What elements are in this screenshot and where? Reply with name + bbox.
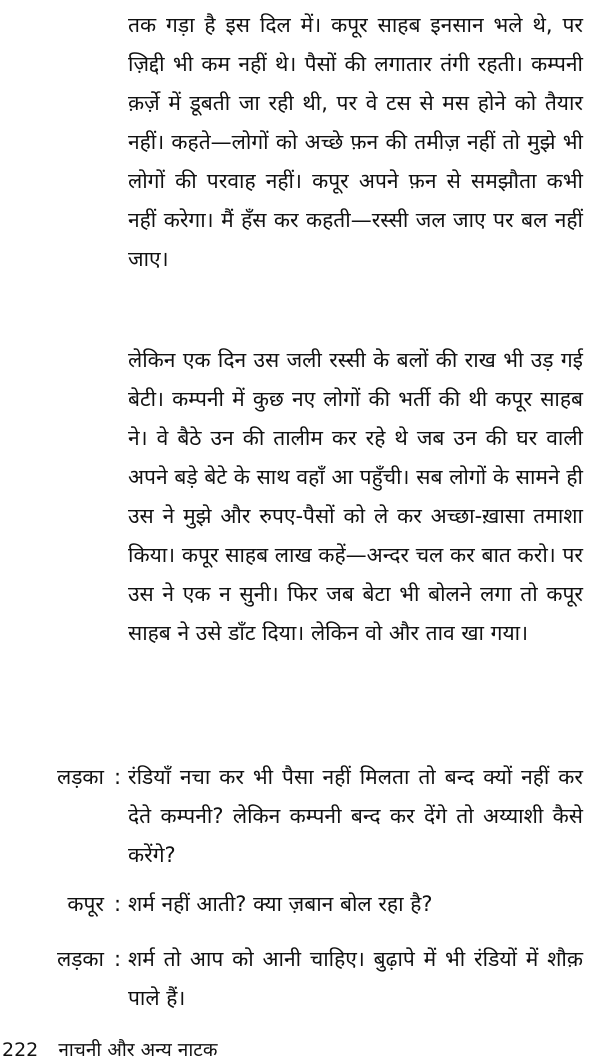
speaker-colon: : <box>114 892 122 916</box>
speaker-colon: : <box>114 765 122 789</box>
dialogue-text: रंडियाँ नचा कर भी पैसा नहीं मिलता तो बन्द क्यों नहीं कर देते कम्पनी? लेकिन कम्पनी बन्द कर देंगे तो अय्याशी कैसे करेंगे? <box>128 765 583 867</box>
page-footer <box>2 1038 217 1062</box>
dialogue-text: शर्म तो आप को आनी चाहिए। बुढ़ापे में भी रंडियों में शौक़ पाले हैं। <box>128 947 583 1010</box>
speaker-colon: : <box>114 947 122 971</box>
paragraph: तक गड़ा है इस दिल में। कपूर साहब इनसान भले थे, पर ज़िद्दी भी कम नहीं थे। पैसों की लगातार तंगी रहती। कम्पनी क़र्ज़े में डूबती जा रही थी, पर वे टस से मस होने को तैयार नहीं। कहते—लोगों को अच्छे फ़न की तमीज़ नहीं तो मुझे भी लोगों की परवाह नहीं। कपूर अपने फ़न से समझौता कभी नहीं करेगा। मैं हँस कर कहती—रस्सी जल जाए पर बल नहीं जाए। <box>128 13 583 271</box>
book-title: नाचनी और अन्य नाटक <box>58 1039 218 1061</box>
paragraph: लेकिन एक दिन उस जली रस्सी के बलों की राख भी उड़ गई बेटी। कम्पनी में कुछ नए लोगों की भर्ती की थी कपूर साहब ने। वे बैठे उन की तालीम कर रहे थे जब उन की घर वाली अपने बड़े बेटे के साथ वहाँ आ पहुँची। सब लोगों के सामने ही उस ने मुझे और रुपए-पैसों को ले कर अच्छा-ख़ासा तमाशा किया। कपूर साहब लाख कहें—अन्दर चल कर बात करो। पर उस ने एक न सुनी। फिर जब बेटा भी बोलने लगा तो कपूर साहब ने उसे डाँट दिया। लेकिन वो और ताव खा गया। <box>128 348 583 645</box>
speaker-name: लड़का <box>56 765 104 789</box>
speaker-name: कपूर <box>67 892 104 916</box>
speaker-name: लड़का <box>56 947 104 971</box>
page-number: 222 <box>2 1039 39 1061</box>
dialogue-text: शर्म नहीं आती? क्या ज़बान बोल रहा है? <box>128 892 433 916</box>
